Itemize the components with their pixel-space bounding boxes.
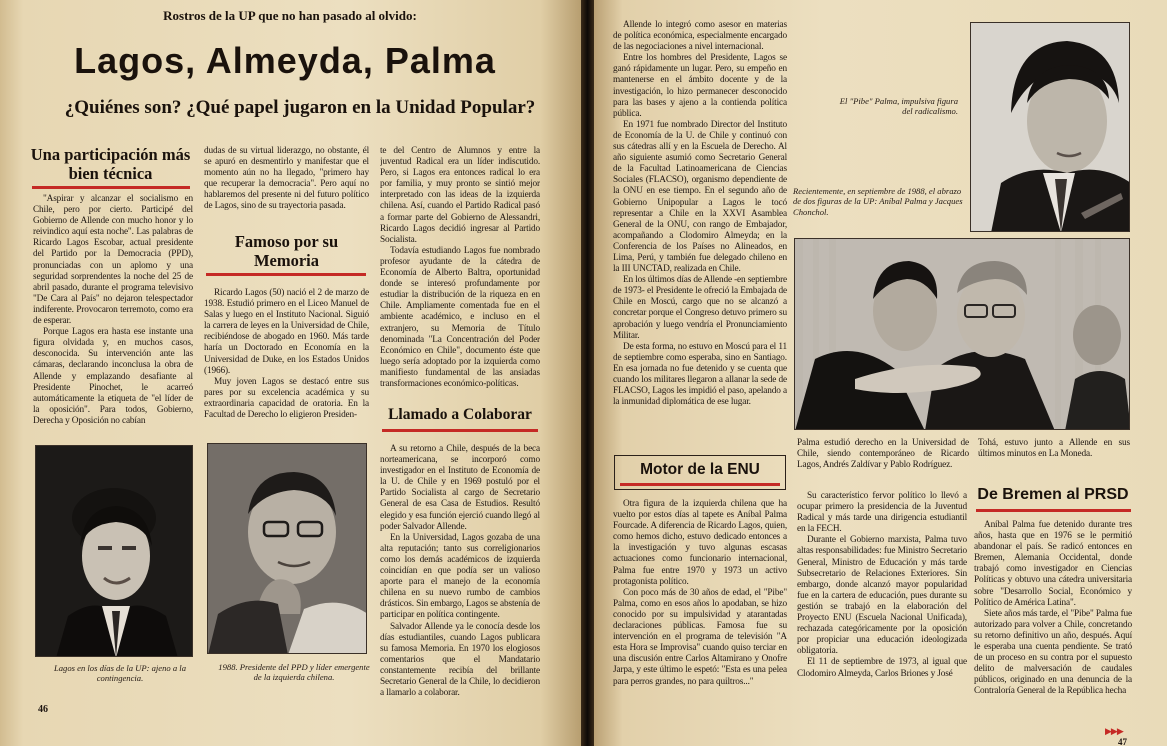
caption-toha: Tohá, estuvo junto a Allende en sus últimos minutos en La Moneda. xyxy=(978,438,1130,460)
caption-palma-estudio: Palma estudió derecho en la Universidad de Chile, siendo contemporáneo de Ricardo Lagos, Andrés Zaldívar y Pablo Rodríguez. xyxy=(797,438,969,471)
text-column xyxy=(797,491,967,727)
caption-lagos-1988: 1988. Presidente del PPD y líder emergente de la izquierda chilena. xyxy=(218,662,370,683)
text-column xyxy=(33,194,193,436)
text-column xyxy=(613,499,787,727)
section-rule xyxy=(620,483,780,486)
text-column xyxy=(380,146,540,392)
paragraph: Aníbal Palma fue detenido durante tres años, hasta que en 1976 se le permitió abandonar el país. Se radicó entonces en Bremen, Alemania Occidental, donde trabajó como investigador en Ciencias Políticas y obtuvo una cátedra universitaria sobre "Desarrollo Social, Económico y Político de América Latina". xyxy=(974,520,1132,608)
section-rule xyxy=(382,429,538,432)
text-column xyxy=(974,520,1132,728)
page-number: 46 xyxy=(38,704,48,715)
paragraph: A su retorno a Chile, después de la beca norteamericana, se incorporó como investigador en el Instituto de Economía de la U. de Chile y en 1969 postuló por el Partido Socialista al cargo de Secretario General de esa Casa de Estudios. Resultó elegido y esa función ejerció cuando llegó al poder Salvador Allende. xyxy=(380,444,540,532)
paragraph: Todavía estudiando Lagos fue nombrado profesor ayudante de la cátedra de Economía de Alberto Baltra, oportunidad donde se interesó profundamente por estudiar la distribución de la riqueza en en Chile. Ampliamente comentada fue en el ambiente académico, e incluso en el extranjero, su Memoria de Título denominada "La Concentración del Poder Económico en Chile", documento éste que luego sería adoptado por la izquierda como manifiesto fundamental de las ansiadas transformaciones económico-políticas. xyxy=(380,245,540,389)
text-column xyxy=(613,20,787,442)
paragraph: En la Universidad, Lagos gozaba de una alta reputación; tanto sus correligionarios como los demás académicos de izquierda coincidían en que podía ser un valioso aporte para el manejo de la economía chilena en su nuevo rumbo de cambios drásticos. Sin embargo, Lagos se abstenía de participar en política contingente. xyxy=(380,532,540,621)
article-subtitle: ¿Quiénes son? ¿Qué papel jugaron en la Unidad Popular? xyxy=(64,97,536,118)
section-title-colaborar: Llamado a Colaborar xyxy=(388,406,532,423)
paragraph: Su característico fervor político lo llevó a ocupar primero la presidencia de la Juventud Radical y más tarde una dirigencia estudiantil en la FECH. xyxy=(797,491,967,535)
paragraph: Allende lo integró como asesor en materias de política económica, especialmente encargado de las negociaciones a nivel internacional. xyxy=(613,20,787,53)
paragraph: En los últimos días de Allende -en septiembre de 1973- el Presidente le ofreció la Embajada de Chile en Moscú, cargo que no se alcanzó a concretar porque el Congreso detuvo primero su aprobación y luego vendría el Pronunciamiento Militar. xyxy=(613,275,787,341)
photo-lagos-1988 xyxy=(207,443,367,654)
caption-lagos-up: Lagos en los días de la UP: ajeno a la contingencia. xyxy=(53,663,186,684)
section-rule xyxy=(206,273,366,276)
text-column xyxy=(204,146,369,228)
left-page xyxy=(0,0,581,746)
paragraph: Salvador Allende ya le conocía desde los días estudiantiles, cuando Lagos publicara su famosa Memoria. En 1970 los elogiosos comentarios que el Mandatario constantemente recibía del brillante Secretario General de la Chile, lo decidieron a llamarlo a colaborar. xyxy=(380,621,540,699)
portrait-illustration xyxy=(36,446,193,657)
caption-palma: El "Pibe" Palma, impulsiva figura del radicalismo. xyxy=(839,96,958,117)
section-title-participacion: Una participación más bien técnica xyxy=(30,145,191,183)
paragraph: En 1971 fue nombrado Director del Instituto de Economía de la U. de Chile y continuó con sus cátedras allí y en la Escuela de Derecho. Al año siguiente asumió como Secretario General de la Facultad Latinoamericana de Ciencias Sociales (FLACSO), organismo dependiente de la ONU en ese tiempo. En el segundo año de Gobierno Unipopular a Lagos le tocó representar a Chile en la XXVI Asamblea General de la ONU, con rango de Embajador, acompañando a Clodomiro Almeyda; en la Conferencia de los Países no Alineados, en Lima, Perú, y también fue delegado chileno en la III UNCTAD, realizada en Chile. xyxy=(613,119,787,275)
section-title-enu: Motor de la ENU xyxy=(640,461,760,478)
caption-abrazo: Recientemente, en septiembre de 1988, el abrazo de dos figuras de la UP: Aníbal Palma y Jacques Chonchol. xyxy=(793,186,963,217)
section-rule xyxy=(976,509,1131,512)
page-number: 47 xyxy=(1118,737,1127,746)
text-column xyxy=(204,288,369,438)
paragraph: "Aspirar y alcanzar el socialismo en Chile, pero por cierto. Participé del Gobierno de Allende con mucho honor y lo reivindico aquí esta noche". Las palabras de Ricardo Lagos Escobar, actual presidente del Partido por la Democracia (PPD), pronunciadas con un aplomo y una seguridad sorprendentes la noche del 25 de abril pasado, durante el programa televisivo "De Cara al País" no dejaron telespectador indiferente. Provocaron terremoto, como era de esperar. xyxy=(33,194,193,327)
photo-lagos-up xyxy=(35,445,193,657)
photo-palma xyxy=(970,22,1130,232)
section-title-bremen: De Bremen al PRSD xyxy=(977,486,1129,503)
photo-illustration xyxy=(795,239,1130,430)
paragraph: Ricardo Lagos (50) nació el 2 de marzo de 1938. Estudió primero en el Liceo Manuel de Salas y luego en el Instituto Nacional. Siguió la carrera de leyes en la Universidad de Chile, recibiéndose de abogado en 1960. Más tarde haría un Doctorado en Economía en la Universidad de Duke, en los Estados Unidos (1966). xyxy=(204,288,369,376)
article-title: Lagos, Almeyda, Palma xyxy=(74,40,496,81)
continue-arrows: ▶▶▶ xyxy=(1105,726,1123,736)
paragraph: Siete años más tarde, el "Pibe" Palma fue autorizado para volver a Chile, concretando su retorno definitivo un año, después. Aquí le esperaba una cuenta pendiente. Se trató de un proceso en su contra por el supuesto delito de malversación de caudales públicos, originado en una denuncia de la Contraloría General de la República hecha xyxy=(974,608,1132,697)
paragraph: El 11 de septiembre de 1973, al igual que Clodomiro Almeyda, Carlos Briones y José xyxy=(797,657,967,679)
section-rule xyxy=(32,186,190,189)
paragraph: Entre los hombres del Presidente, Lagos se ganó rápidamente un lugar. Pero, su empeño en mantenerse en el ámbito docente y de la investigación, lo hizo permanecer desconocido para las bases y ajeno a la contienda política pública. xyxy=(613,53,787,119)
portrait-illustration xyxy=(208,444,367,654)
paragraph: Muy joven Lagos se destacó entre sus pares por su excelencia académica y su extraordinaria capacidad de oratoria. En la Facultad de Derecho lo eligieron Presiden- xyxy=(204,376,369,421)
portrait-illustration xyxy=(971,23,1130,232)
section-title-memoria: Famoso por su Memoria xyxy=(234,232,339,270)
paragraph: te del Centro de Alumnos y entre la juventud Radical era un líder indiscutido. Pero, si Lagos era entonces radical lo era por familia, y muy pronto se sintió mejor interpretado con las ideas de la izquierda chilena. Así, cuando el Partido Radical pasó a formar parte del Gobierno de Alessandri, Ricardo Lagos decidió ingresar al Partido Socialista. xyxy=(380,146,540,245)
text-column xyxy=(380,444,540,726)
paragraph: Otra figura de la izquierda chilena que ha vuelto por estos días al tapete es Aníbal Palma Fourcade. A diferencia de Ricardo Lagos, quien, como hemos dicho, estuvo dedicado entonces a la investigación y tuvo algunas escasas actuaciones como funcionario internacional, Palma fue entre 1970 y 1973 un activo protagonista político. xyxy=(613,499,787,587)
paragraph: dudas de su virtual liderazgo, no obstante, él se apuró en desmentirlo y manifestar que el momento aún no ha llegado, "primero hay que recuperar la democracia". Pero aquí no hablaremos del presente ni del futuro político de Lagos, sino de su trayectoria pasada. xyxy=(204,146,369,212)
photo-abrazo xyxy=(794,238,1130,430)
binding-gutter xyxy=(581,0,594,746)
paragraph: Con poco más de 30 años de edad, el "Pibe" Palma, como en esos años lo apodaban, se hizo conocido por su impulsividad y atarantadas declaraciones públicas. Famosa fue su intervención en el programa de televisión "A esta Hora se Improvisa" cuando quiso terciar en una discusión entre Carlos Altamirano y Onofre Jarpa, y este último le espetó: "Esta es una pelea para perros grandes, no para quiltros..." xyxy=(613,587,787,687)
paragraph: Porque Lagos era hasta ese instante una figura olvidada y, en muchos casos, desconocida. Su intervención ante las cámaras, declarando inconclusa la obra de Allende y emplazando desafiante al Presidente Pinochet, le acarreó automáticamente la etiqueta de "el líder de la oposición". Para todos, Gobierno, Derecha y Oposición no cabían xyxy=(33,327,193,426)
right-page xyxy=(594,0,1167,746)
kicker: Rostros de la UP que no han pasado al olvido: xyxy=(163,8,417,23)
paragraph: De esta forma, no estuvo en Moscú para el 11 de septiembre como esperaba, sino en Santiago. En esa jornada no fue detenido y se cuenta que cuando los militares llegaron a allanar la sede de FLACSO, Lagos les impidió el paso, apelando a la inmunidad diplomática de ese lugar. xyxy=(613,341,787,408)
paragraph: Durante el Gobierno marxista, Palma tuvo altas responsabilidades: fue Ministro Secretario General, Ministro de Educación y más tarde Subsecretario de Relaciones Exteriores. Sin embargo, donde alcanzó mayor popularidad fue en la cartera de educación, pues durante su gestión se trabajó en la elaboración del Proyecto ENU (Escuela Nacional Unificada), rechazada categóricamente por la oposición por propiciar una educación ideologizada obligatoria. xyxy=(797,535,967,657)
